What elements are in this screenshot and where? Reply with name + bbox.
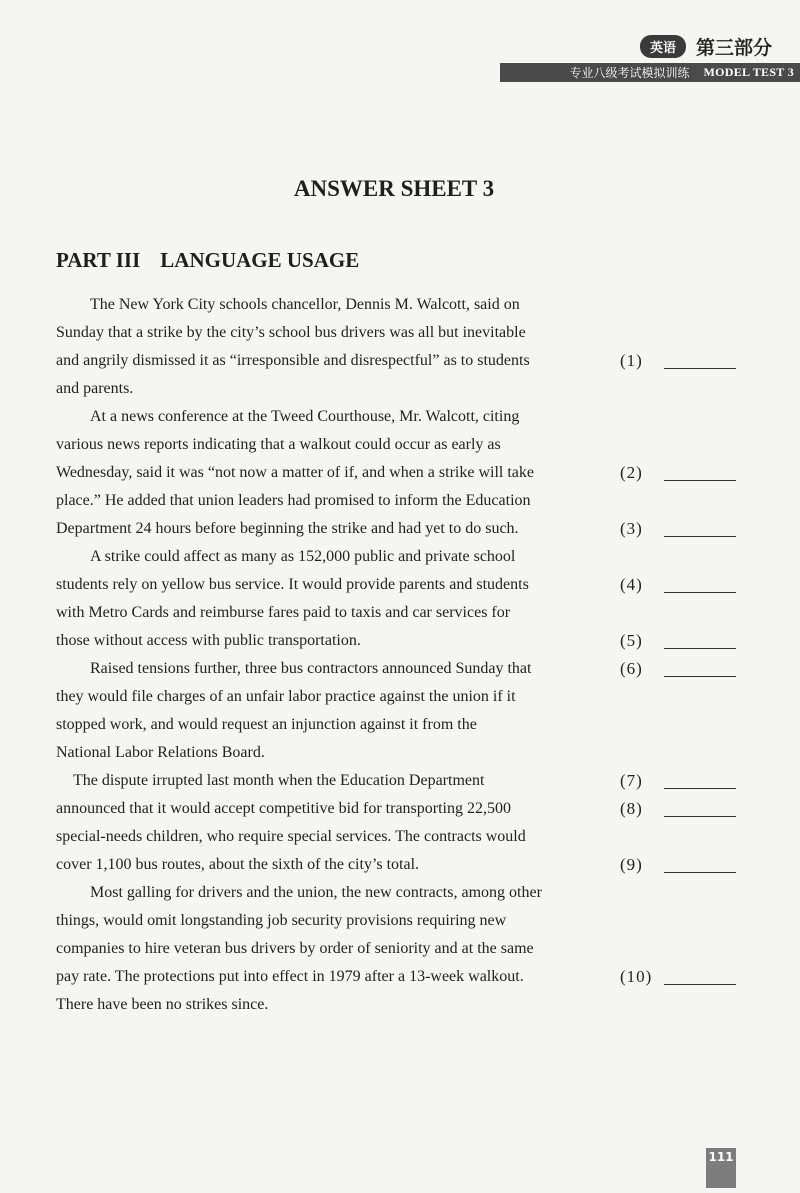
header-subtitle-en: MODEL TEST 3 [703, 65, 794, 79]
passage-line [56, 319, 746, 347]
line-text: students rely on yellow bus service. It would provide parents and students [56, 576, 529, 593]
line-text: companies to hire veteran bus drivers by order of seniority and at the same [56, 940, 534, 957]
passage-line [56, 823, 746, 851]
passage-line [56, 767, 746, 795]
passage-line [56, 487, 746, 515]
answer-blank[interactable] [664, 592, 736, 593]
passage-line [56, 403, 746, 431]
passage-line [56, 459, 746, 487]
line-text: The dispute irrupted last month when the Education Department [73, 772, 485, 789]
line-text: Most galling for drivers and the union, the new contracts, among other [90, 884, 542, 901]
line-text: Sunday that a strike by the city’s school bus drivers was all but inevitable [56, 324, 526, 341]
answer-number: (8) [620, 799, 643, 818]
running-header [500, 33, 800, 82]
answer-number: (6) [620, 659, 643, 678]
section-heading [56, 248, 359, 273]
answer-number: (9) [620, 855, 643, 874]
line-text: At a news conference at the Tweed Courthouse, Mr. Walcott, citing [90, 408, 520, 425]
line-text: A strike could affect as many as 152,000 public and private school [90, 548, 516, 565]
passage-line [56, 291, 746, 319]
answer-blank[interactable] [664, 648, 736, 649]
header-bar [500, 63, 800, 82]
answer-blank[interactable] [664, 536, 736, 537]
answer-number: (5) [620, 631, 643, 650]
subject-badge: 英语 [640, 35, 686, 58]
line-text: place.” He added that union leaders had promised to inform the Education [56, 492, 531, 509]
passage-line [56, 739, 746, 767]
answer-blank[interactable] [664, 676, 736, 677]
answer-number: (10) [620, 967, 653, 986]
answer-number: (2) [620, 463, 643, 482]
header-subtitle-cn: 专业八级考试模拟训练 [569, 66, 690, 80]
passage-line [56, 991, 746, 1019]
line-text: Wednesday, said it was “not now a matter of if, and when a strike will take [56, 464, 534, 481]
passage-line [56, 683, 746, 711]
line-text: various news reports indicating that a walkout could occur as early as [56, 436, 501, 453]
line-text: pay rate. The protections put into effect in 1979 after a 13-week walkout. [56, 968, 524, 985]
passage-line [56, 935, 746, 963]
section-name: LANGUAGE USAGE [160, 248, 360, 272]
line-text: and angrily dismissed it as “irresponsible and disrespectful” as to students [56, 352, 530, 369]
line-text: and parents. [56, 380, 134, 397]
line-text: those without access with public transportation. [56, 632, 361, 649]
answer-blank[interactable] [664, 788, 736, 789]
line-text: they would file charges of an unfair labor practice against the union if it [56, 688, 516, 705]
passage-line [56, 879, 746, 907]
passage-line [56, 571, 746, 599]
line-text: special-needs children, who require special services. The contracts would [56, 828, 526, 845]
passage-line [56, 711, 746, 739]
passage-line [56, 375, 746, 403]
page-title: ANSWER SHEET 3 [293, 176, 495, 201]
answer-blank[interactable] [664, 480, 736, 481]
answer-blank[interactable] [664, 368, 736, 369]
answer-blank[interactable] [664, 872, 736, 873]
passage-line [56, 627, 746, 655]
line-text: with Metro Cards and reimburse fares paid to taxis and car services for [56, 604, 511, 621]
line-text: stopped work, and would request an injunction against it from the [56, 716, 477, 733]
line-text: There have been no strikes since. [56, 996, 269, 1013]
section-part: PART III [56, 248, 141, 272]
part-label: 第三部分 [695, 37, 772, 59]
page-number: 111 [706, 1148, 736, 1188]
passage-line [56, 963, 746, 991]
answer-number: (4) [620, 575, 643, 594]
answer-number: (3) [620, 519, 643, 538]
passage-line [56, 907, 746, 935]
line-text: National Labor Relations Board. [56, 744, 265, 761]
passage-line [56, 515, 746, 543]
answer-number: (1) [620, 351, 643, 370]
answer-blank[interactable] [664, 984, 736, 985]
line-text: Raised tensions further, three bus contractors announced Sunday that [90, 660, 532, 677]
line-text: Department 24 hours before beginning the strike and had yet to do such. [56, 520, 519, 537]
passage-line [56, 599, 746, 627]
line-text: cover 1,100 bus routes, about the sixth of the city’s total. [56, 856, 420, 873]
passage-line [56, 851, 746, 879]
passage-line [56, 431, 746, 459]
passage-line [56, 795, 746, 823]
passage-line [56, 543, 746, 571]
answer-number: (7) [620, 771, 643, 790]
answer-blank[interactable] [664, 816, 736, 817]
passage-line [56, 347, 746, 375]
line-text: things, would omit longstanding job security provisions requiring new [56, 912, 507, 929]
passage-line [56, 655, 746, 683]
line-text: The New York City schools chancellor, Dennis M. Walcott, said on [90, 296, 520, 313]
line-text: announced that it would accept competitive bid for transporting 22,500 [56, 800, 511, 817]
